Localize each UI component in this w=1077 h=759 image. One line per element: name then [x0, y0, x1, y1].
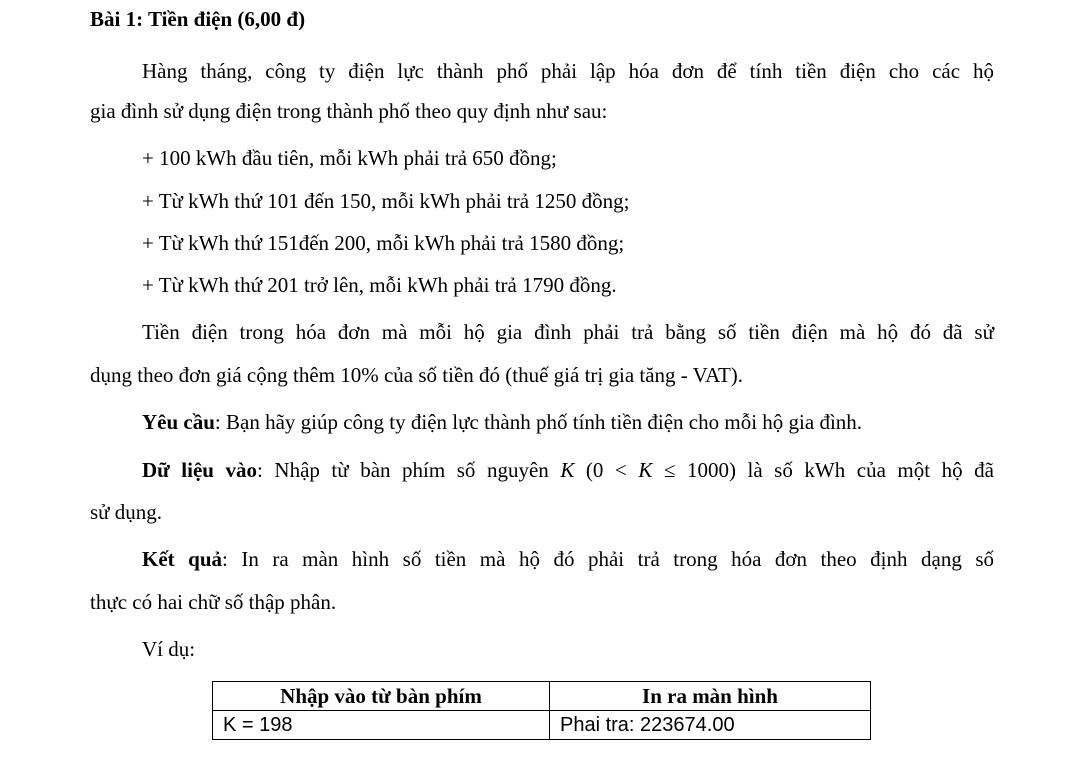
variable-k: K: [560, 458, 575, 482]
cell-output-value: Phai tra: 223674.00: [550, 711, 871, 740]
vat-line-2: dụng theo đơn giá cộng thêm 10% của số tiền đó (thuế giá trị gia tăng - VAT).: [90, 363, 744, 387]
variable-k: K: [638, 458, 653, 482]
input-paragraph-line-1: [142, 457, 994, 483]
input-label: Dữ liệu vào: [142, 458, 258, 482]
requirement-text: : Bạn hãy giúp công ty điện lực thành phố tính tiền điện cho mỗi hộ gia đình.: [214, 410, 863, 434]
problem-title: Bài 1: Tiền điện (6,00 đ): [90, 7, 306, 31]
input-text-a: : Nhập từ bàn phím số nguyên: [257, 458, 561, 482]
header-output: In ra màn hình: [550, 682, 871, 711]
intro-line-2: gia đình sử dụng điện trong thành phố theo quy định như sau:: [90, 99, 608, 123]
cell-input-value: K = 198: [213, 711, 550, 740]
rule-item: + 100 kWh đầu tiên, mỗi kWh phải trả 650 đồng;: [142, 146, 557, 170]
requirement-paragraph: [142, 409, 862, 435]
output-paragraph-line-2: thực có hai chữ số thập phân.: [90, 590, 337, 614]
example-label: Ví dụ:: [142, 637, 196, 661]
rule-item: + Từ kWh thứ 151đến 200, mỗi kWh phải trả 1580 đồng;: [142, 231, 625, 255]
rule-item: + Từ kWh thứ 201 trở lên, mỗi kWh phải trả 1790 đồng.: [142, 273, 617, 297]
example-table: [212, 681, 871, 740]
table-header-row: [213, 682, 871, 711]
vat-line-1: Tiền điện trong hóa đơn mà mỗi hộ gia đình phải trả bằng số tiền điện mà hộ đó đã sử: [142, 320, 994, 344]
output-paragraph-line-1: [142, 546, 994, 572]
header-input: Nhập vào từ bàn phím: [213, 682, 550, 711]
input-text-b: (0 <: [574, 458, 639, 482]
rule-item: + Từ kWh thứ 101 đến 150, mỗi kWh phải trả 1250 đồng;: [142, 189, 630, 213]
output-text: : In ra màn hình số tiền mà hộ đó phải trả trong hóa đơn theo định dạng số: [222, 547, 994, 571]
table-row: [213, 711, 871, 740]
requirement-label: Yêu cầu: [142, 410, 215, 434]
intro-line-1: Hàng tháng, công ty điện lực thành phố phải lập hóa đơn để tính tiền điện cho các hộ: [142, 59, 994, 83]
input-text-c: ≤ 1000) là số kWh của một hộ đã: [652, 458, 995, 482]
output-label: Kết quả: [142, 547, 223, 571]
input-paragraph-line-2: sử dụng.: [90, 500, 163, 524]
